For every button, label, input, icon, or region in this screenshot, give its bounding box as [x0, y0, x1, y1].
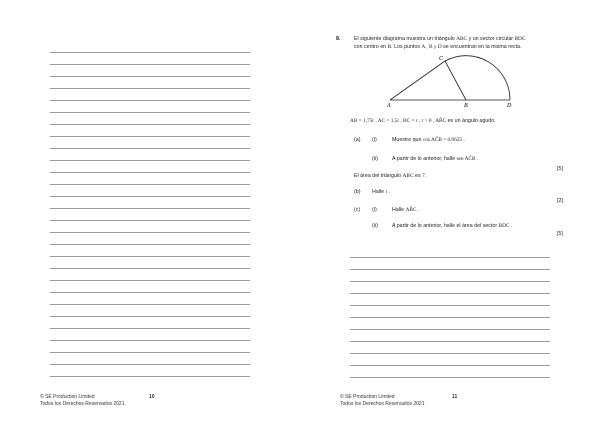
label-D: D [507, 103, 512, 109]
answer-line [350, 353, 550, 354]
label-C: C [439, 56, 444, 62]
question-number: 8. [336, 36, 341, 42]
footer-copyright: © SE Production Limited [340, 394, 395, 400]
part-a-ii-math: sen AĈB . [456, 156, 479, 162]
part-c-i-label: (i) [372, 207, 377, 213]
intro-text: con centro en [354, 44, 387, 50]
part-a-i-label: (i) [372, 137, 377, 143]
part-b-label: (b) [354, 189, 361, 195]
part-b-marks: [2] [557, 198, 563, 204]
part-c-label: (c) [354, 207, 361, 213]
part-c-i-text: Halle [392, 207, 405, 213]
part-a-ii-text: A partir de lo anterior, halle [392, 156, 456, 162]
footer-right [340, 394, 425, 407]
part-c-marks: [5] [557, 231, 563, 237]
intro-text: El siguiente diagrama muestra un triángulo [354, 36, 455, 42]
part-c-ii-label: (ii) [372, 223, 378, 229]
answer-line [350, 377, 550, 378]
intro-triangle: ABC [456, 36, 468, 42]
intro-center: B [387, 44, 392, 50]
page-number: 11 [452, 394, 458, 400]
answer-line [350, 269, 550, 270]
part-c-ii-math: BDC . [498, 223, 513, 229]
page-number: 10 [149, 394, 155, 400]
intro-points: A , B y D [421, 44, 442, 50]
area-value: 7 . [422, 173, 428, 179]
part-b-math: r . [385, 189, 390, 195]
answer-line [350, 365, 550, 366]
answer-line [350, 281, 550, 282]
part-c-ii-text: A partir de lo anterior, halle el área del sector [392, 223, 498, 229]
part-b-text: Halle [372, 189, 385, 195]
intro-sector: BDC [514, 36, 526, 42]
area-text2: es [415, 173, 421, 179]
answer-line [350, 257, 550, 258]
part-a-i-text: Muestre que [392, 137, 422, 143]
intro-text: y un sector circular [468, 36, 514, 42]
area-triangle: ABC [402, 173, 414, 179]
given-math: AB = 1,75r , AC = 1,5r , BC = r , r > 0 , AB̂C [350, 118, 447, 124]
label-B: B [464, 103, 468, 109]
answer-line [350, 341, 550, 342]
answer-line [350, 329, 550, 330]
given-text: es un ángulo agudo. [447, 118, 496, 124]
footer-rights: Todos los Derechos Reservados 2021 [40, 400, 125, 407]
part-c-i-math: AB̂C . [405, 207, 420, 213]
intro-text: se encuentran en la misma recta. [443, 44, 522, 50]
intro-text: . Los puntos [391, 44, 420, 50]
footer-rights: Todos los Derechos Reservados 2021 [340, 400, 425, 407]
part-a-label: (a) [354, 137, 361, 143]
area-text: El área del triángulo [354, 173, 402, 179]
footer-copyright: © SE Production Limited [40, 394, 95, 400]
answer-line [350, 305, 550, 306]
label-A: A [387, 103, 391, 109]
part-a-marks: [5] [557, 166, 563, 172]
answer-line [350, 293, 550, 294]
answer-line [350, 317, 550, 318]
part-a-i-math: cos AĈB = 0,0625 . [422, 137, 465, 143]
part-a-ii-label: (ii) [372, 156, 378, 162]
